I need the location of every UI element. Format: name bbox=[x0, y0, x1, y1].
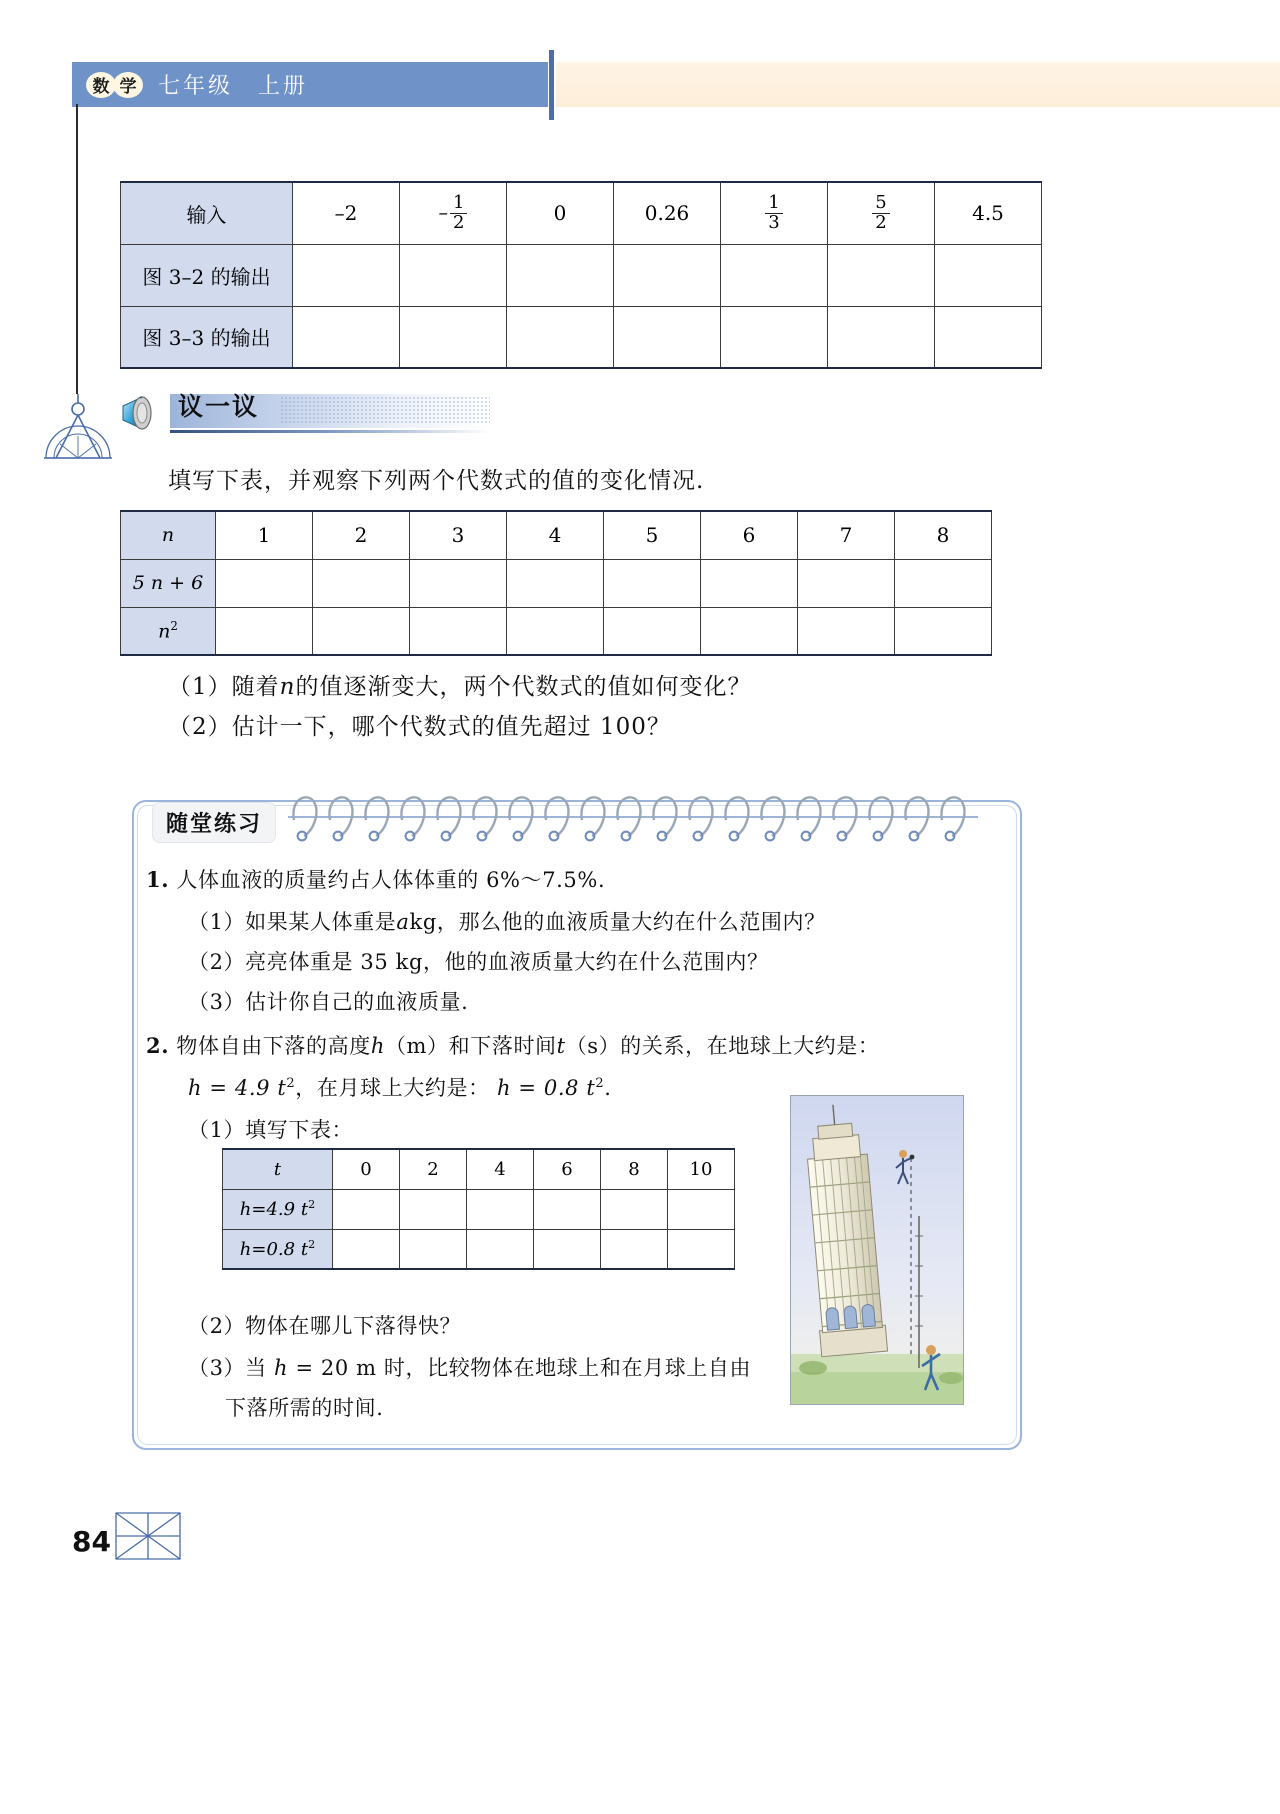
table-row bbox=[121, 607, 992, 655]
table2-n-value: 7 bbox=[798, 511, 895, 559]
exercise-1a-variable: a bbox=[396, 910, 410, 934]
formula-earth-exp: 2 bbox=[286, 1076, 296, 1091]
exercise-2-stem-p2: （m）和下落时间 bbox=[384, 1034, 557, 1058]
exercise-2-part-c-line2: 下落所需的时间. bbox=[225, 1396, 384, 1420]
header-right-strip bbox=[556, 62, 1280, 107]
table1-input-cell: $\frac{5}{2}$ bbox=[828, 182, 935, 244]
table1-row-label-out2: 图 3–3 的输出 bbox=[121, 306, 293, 368]
ex2c-variable-h: h bbox=[274, 1356, 289, 1380]
table1-row-label-input: 输入 bbox=[121, 182, 293, 244]
q1-prefix: （1）随着 bbox=[168, 674, 280, 700]
formula-earth-rhs: 4.9 t bbox=[234, 1076, 287, 1100]
discuss-question-1 bbox=[168, 668, 751, 701]
exercise-2-part-c-line1 bbox=[188, 1352, 751, 1382]
table2-answer-cell[interactable] bbox=[410, 607, 507, 655]
table3-t-value: 8 bbox=[601, 1149, 668, 1189]
table3-t-value: 6 bbox=[534, 1149, 601, 1189]
table1-answer-cell[interactable] bbox=[935, 244, 1042, 306]
compass-protractor-icon bbox=[38, 392, 118, 472]
exercise-2-number: 2. bbox=[146, 1033, 170, 1058]
table3-t-value: 4 bbox=[467, 1149, 534, 1189]
table-row bbox=[121, 182, 1042, 244]
table3-row-label-moon: h=0.8 $t^2$ bbox=[223, 1229, 333, 1269]
n-expression-table bbox=[120, 510, 992, 656]
formula-earth-lhs: h bbox=[188, 1076, 203, 1100]
table2-n-value: 6 bbox=[701, 511, 798, 559]
table2-row-label-expr1: 5 n + 6 bbox=[121, 559, 216, 607]
header-title: 七年级 上册 bbox=[158, 74, 309, 99]
footer-decoration bbox=[108, 1505, 188, 1567]
table3-answer-cell[interactable] bbox=[333, 1229, 400, 1269]
table1-answer-cell[interactable] bbox=[828, 244, 935, 306]
exercise-1-number: 1. bbox=[146, 867, 170, 892]
table1-answer-cell[interactable] bbox=[400, 244, 507, 306]
exercise-2-var-h: h bbox=[370, 1034, 385, 1058]
exercise-2-stem-p3: （s）的关系，在地球上大约是： bbox=[565, 1034, 880, 1058]
exercise-1-part-c: （3）估计你自己的血液质量. bbox=[188, 990, 469, 1014]
table1-answer-cell[interactable] bbox=[400, 306, 507, 368]
table2-answer-cell[interactable] bbox=[313, 607, 410, 655]
table3-answer-cell[interactable] bbox=[333, 1189, 400, 1229]
period: . bbox=[604, 1076, 612, 1100]
table3-answer-cell[interactable] bbox=[601, 1229, 668, 1269]
table2-answer-cell[interactable] bbox=[604, 607, 701, 655]
table3-answer-cell[interactable] bbox=[400, 1189, 467, 1229]
table3-t-value: 2 bbox=[400, 1149, 467, 1189]
exercise-2-var-t: t bbox=[556, 1034, 566, 1058]
table3-answer-cell[interactable] bbox=[467, 1189, 534, 1229]
table3-t-value: 0 bbox=[333, 1149, 400, 1189]
table2-n-value: 2 bbox=[313, 511, 410, 559]
exercise-2-part-b: （2）物体在哪儿下落得快？ bbox=[188, 1314, 462, 1338]
page-header-band bbox=[72, 62, 548, 107]
exercise-2-formulas bbox=[188, 1072, 612, 1102]
section-header-underline bbox=[170, 430, 490, 433]
table3-answer-cell[interactable] bbox=[467, 1229, 534, 1269]
table2-answer-cell[interactable] bbox=[895, 607, 992, 655]
table-row bbox=[223, 1149, 735, 1189]
table1-answer-cell[interactable] bbox=[507, 244, 614, 306]
input-output-table bbox=[120, 181, 1042, 369]
discuss-section-title: 议一议 bbox=[178, 392, 260, 421]
table1-answer-cell[interactable] bbox=[293, 306, 400, 368]
table-row bbox=[223, 1229, 735, 1269]
practice-tab-label: 随堂练习 bbox=[152, 802, 276, 843]
table1-input-cell: 4.5 bbox=[935, 182, 1042, 244]
table2-row-label-n: n bbox=[121, 511, 216, 559]
table-row bbox=[223, 1189, 735, 1229]
table3-row-label-earth: h=4.9 $t^2$ bbox=[223, 1189, 333, 1229]
discuss-section-header bbox=[120, 388, 490, 432]
table1-input-cell: –2 bbox=[293, 182, 400, 244]
formula-moon-rhs: 0.8 t bbox=[543, 1076, 596, 1100]
table-row bbox=[121, 306, 1042, 368]
table2-row-label-expr2: $n^2$ bbox=[121, 607, 216, 655]
table2-answer-cell[interactable] bbox=[507, 559, 604, 607]
table1-answer-cell[interactable] bbox=[507, 306, 614, 368]
table1-input-cell: 0 bbox=[507, 182, 614, 244]
table1-answer-cell[interactable] bbox=[614, 306, 721, 368]
discuss-question-2: （2）估计一下，哪个代数式的值先超过 100？ bbox=[168, 714, 671, 740]
table1-input-cell: $\frac{1}{3}$ bbox=[721, 182, 828, 244]
spiral-binding bbox=[288, 786, 978, 848]
table1-input-cell: 0.26 bbox=[614, 182, 721, 244]
ex2c-prefix: （3）当 bbox=[188, 1356, 267, 1380]
table2-answer-cell[interactable] bbox=[895, 559, 992, 607]
table3-answer-cell[interactable] bbox=[534, 1229, 601, 1269]
table2-n-value: 4 bbox=[507, 511, 604, 559]
exercise-1-stem-text: 人体血液的质量约占人体体重的 6%～7.5%. bbox=[176, 868, 606, 892]
subject-badge-char-1: 数 bbox=[86, 72, 116, 98]
table1-answer-cell[interactable] bbox=[293, 244, 400, 306]
table1-input-cell: – $\frac{1}{2}$ bbox=[400, 182, 507, 244]
section-header-dots bbox=[280, 396, 490, 424]
megaphone-icon bbox=[120, 390, 172, 434]
equals-sign: = bbox=[518, 1076, 537, 1100]
subject-badge-char-2: 学 bbox=[113, 72, 143, 98]
exercise-1-stem bbox=[146, 864, 605, 894]
table2-answer-cell[interactable] bbox=[216, 559, 313, 607]
free-fall-table-wrap bbox=[222, 1148, 735, 1270]
table1-row-label-out1: 图 3–2 的输出 bbox=[121, 244, 293, 306]
table1-answer-cell[interactable] bbox=[614, 244, 721, 306]
left-margin-rule bbox=[76, 104, 78, 394]
exercise-1a-prefix: （1）如果某人体重是 bbox=[188, 910, 397, 934]
subject-badge bbox=[86, 72, 140, 98]
table2-answer-cell[interactable] bbox=[410, 559, 507, 607]
exercise-2-stem bbox=[146, 1030, 879, 1060]
formula-moon-exp: 2 bbox=[595, 1076, 605, 1091]
formula-moon-lhs: h bbox=[496, 1076, 512, 1100]
table3-answer-cell[interactable] bbox=[668, 1189, 735, 1229]
table3-t-value: 10 bbox=[668, 1149, 735, 1189]
leaning-tower-of-pisa-illustration bbox=[790, 1095, 964, 1405]
table3-answer-cell[interactable] bbox=[400, 1229, 467, 1269]
table2-answer-cell[interactable] bbox=[701, 559, 798, 607]
exercise-1-part-b: （2）亮亮体重是 35 kg，他的血液质量大约在什么范围内？ bbox=[188, 950, 769, 974]
table2-answer-cell[interactable] bbox=[507, 607, 604, 655]
table-row bbox=[121, 511, 992, 559]
table1-answer-cell[interactable] bbox=[721, 244, 828, 306]
table1-answer-cell[interactable] bbox=[828, 306, 935, 368]
q1-variable: n bbox=[279, 674, 296, 700]
free-fall-table bbox=[222, 1148, 735, 1270]
exercise-2-part-a: （1）填写下表： bbox=[188, 1118, 354, 1142]
discuss-intro-text: 填写下表，并观察下列两个代数式的值的变化情况. bbox=[168, 468, 705, 494]
equals-sign: = bbox=[209, 1076, 228, 1100]
table1-answer-cell[interactable] bbox=[721, 306, 828, 368]
table2-answer-cell[interactable] bbox=[313, 559, 410, 607]
table2-n-value: 8 bbox=[895, 511, 992, 559]
table2-n-value: 3 bbox=[410, 511, 507, 559]
table2-n-value: 1 bbox=[216, 511, 313, 559]
table-row bbox=[121, 244, 1042, 306]
table-row bbox=[121, 559, 992, 607]
exercise-1a-suffix: kg，那么他的血液质量大约在什么范围内？ bbox=[409, 910, 826, 934]
input-output-table-wrap bbox=[120, 181, 1042, 369]
table2-n-value: 5 bbox=[604, 511, 701, 559]
exercise-1-part-a bbox=[188, 906, 826, 936]
q1-suffix: 的值逐渐变大，两个代数式的值如何变化？ bbox=[295, 674, 752, 700]
table3-answer-cell[interactable] bbox=[668, 1229, 735, 1269]
table2-answer-cell[interactable] bbox=[798, 559, 895, 607]
table2-answer-cell[interactable] bbox=[216, 607, 313, 655]
table2-answer-cell[interactable] bbox=[798, 607, 895, 655]
exercise-2-stem-p1: 物体自由下落的高度 bbox=[176, 1034, 371, 1058]
table2-answer-cell[interactable] bbox=[701, 607, 798, 655]
n-expression-table-wrap bbox=[120, 510, 992, 656]
ex2c-suffix: = 20 m 时，比较物体在地球上和在月球上自由 bbox=[295, 1356, 752, 1380]
page-number: 84 bbox=[72, 1525, 111, 1558]
table3-row-label-t: t bbox=[223, 1149, 333, 1189]
formula-mid-text: ，在月球上大约是： bbox=[295, 1076, 490, 1100]
table2-answer-cell[interactable] bbox=[604, 559, 701, 607]
table3-answer-cell[interactable] bbox=[601, 1189, 668, 1229]
table1-answer-cell[interactable] bbox=[935, 306, 1042, 368]
table3-answer-cell[interactable] bbox=[534, 1189, 601, 1229]
